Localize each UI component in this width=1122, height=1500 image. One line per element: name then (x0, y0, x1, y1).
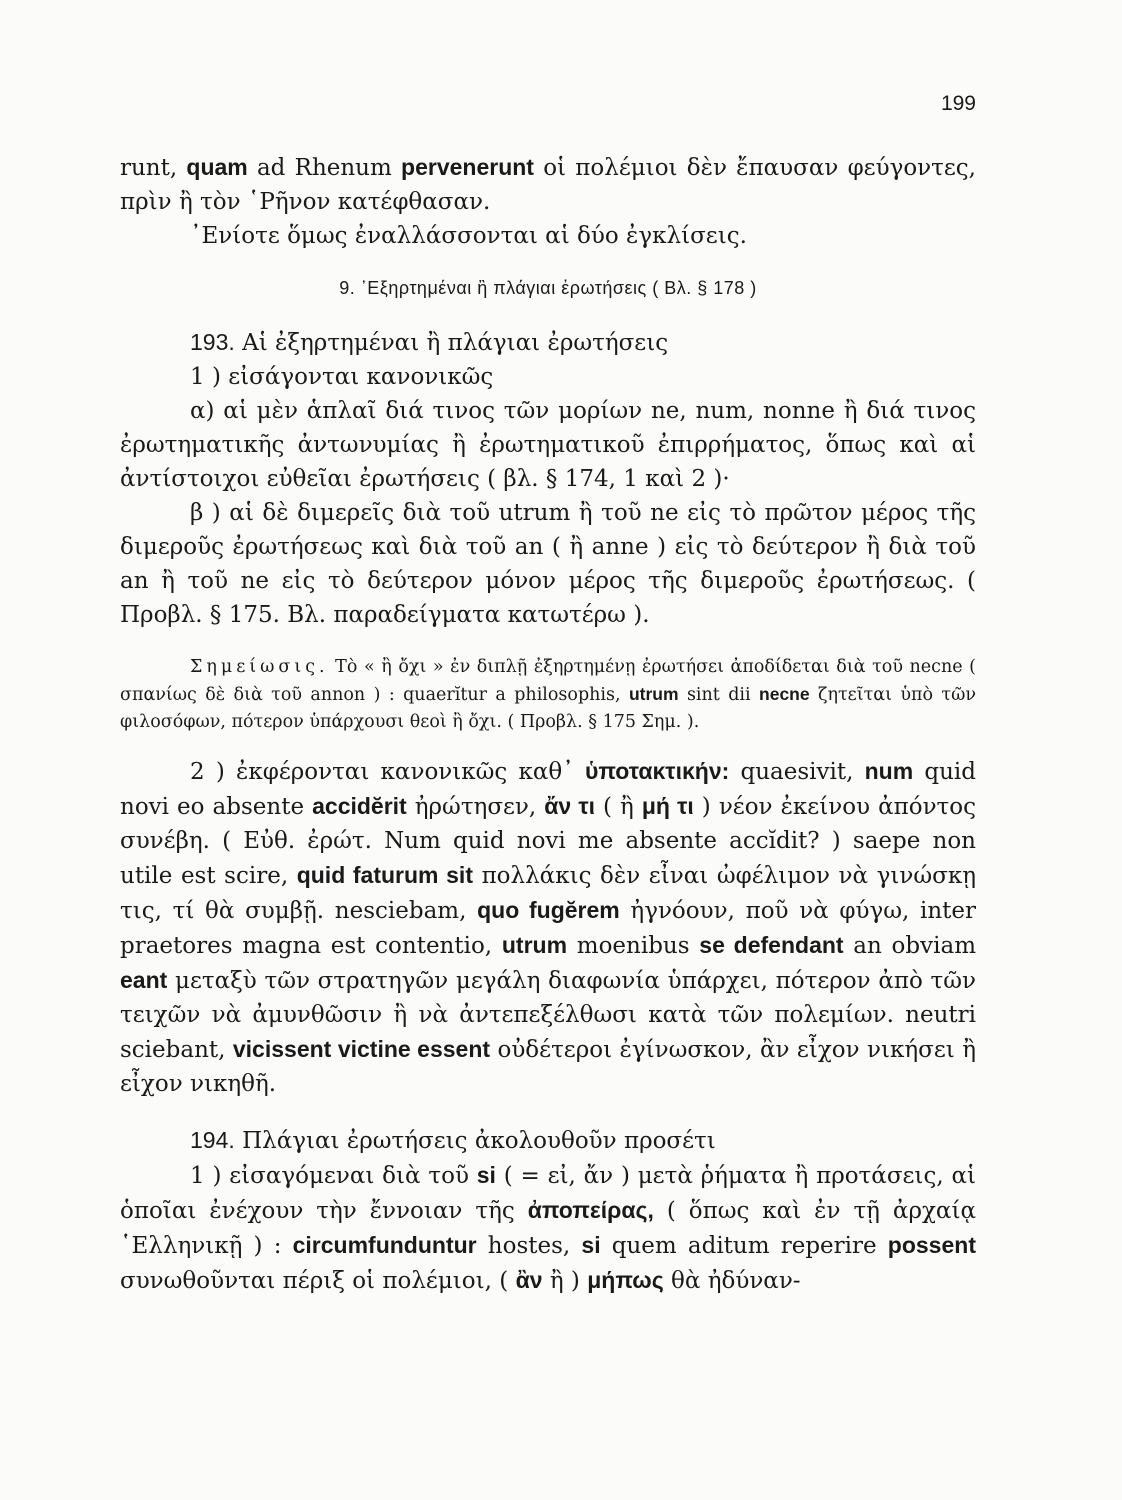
text-run: ἠρώτησεν, (406, 794, 545, 820)
bold-term: pervenerunt (401, 154, 534, 180)
bold-term: si (476, 1162, 496, 1188)
section-193-item-b: β ) αἱ δὲ διμερεῖς διὰ τοῦ utrum ἢ τοῦ ne εἰς τὸ πρῶτον μέρος τῆς διμεροῦς ἐρωτήσεως καὶ διὰ τοῦ an ( ἢ anne ) εἰς τὸ δεύτερον ἢ διὰ τοῦ an ἢ τοῦ ne εἰς τὸ δεύτερον μόνον μέρος τῆς διμεροῦς ἐρωτήσεως. ( Προβλ. § 175. Βλ. παραδείγματα κατωτέρω ). (120, 500, 976, 628)
bold-term: utrum (501, 932, 568, 958)
bold-term: μή τι (641, 793, 694, 819)
bold-term: utrum (628, 684, 679, 704)
bold-term: ἂν (515, 1267, 543, 1293)
bold-term: num (864, 758, 914, 784)
section-194-item-1 (120, 1158, 976, 1298)
text-run: ἢ ) (542, 1268, 588, 1294)
page-number: 199 (940, 92, 976, 115)
text-run: quem aditum reperire (600, 1233, 888, 1259)
bold-term: ὑποτακτικήν: (584, 758, 730, 784)
text-run: ) νέον ἐκείνου ἀπόντος συνέβη. ( Εὐθ. ἐρώτ. Num quid novi me absente accĭdit? ) saepe non utile est scire, (120, 794, 977, 889)
bold-term: vicissent victine essent (232, 1036, 491, 1062)
paragraph-alternation: ᾿Ενίοτε ὅμως ἐναλλάσσονται αἱ δύο ἐγκλίσεις. (190, 223, 747, 249)
text-run: ( ἢ (594, 794, 642, 820)
section-number: 193. (190, 329, 235, 355)
bold-term: quam (186, 154, 248, 180)
text-run: οἱ πολέμιοι δὲν ἔπαυσαν φεύγοντες, πρὶν ἢ τὸν ῾Ρῆνον κατέφθασαν. (120, 155, 976, 215)
section-193-heading (120, 325, 976, 360)
text-run: πολλάκις δὲν εἶναι ὠφέλιμον νὰ γινώσκῃ τις, τί θὰ συμβῇ. nesciebam, (120, 863, 976, 924)
bold-term: ἄν τι (544, 793, 595, 819)
bold-term: accidĕrit (312, 793, 407, 819)
text-run: sint dii (678, 685, 760, 705)
bold-term: possent (887, 1232, 976, 1258)
text-run: συνωθοῦνται πέριξ οἱ πολέμιοι, ( (120, 1268, 516, 1294)
section-title: Αἱ ἐξηρτημέναι ἢ πλάγιαι ἐρωτήσεις (242, 330, 669, 356)
bold-term: circumfunduntur (292, 1232, 477, 1258)
note-paragraph (120, 654, 976, 736)
paragraph-intro (120, 150, 976, 219)
text-run: quaesivit, (729, 759, 865, 785)
section-title: Πλάγιαι ἐρωτήσεις ἀκολουθοῦν προσέτι (242, 1128, 716, 1154)
text-run: Τὸ « ἢ ὄχι » ἐν διπλῇ ἐξηρτημένῃ ἐρωτήσει ἀποδίδεται διὰ τοῦ necne ( σπανίως δὲ διὰ τοῦ annon ) : quaerĭtur a philosophis, (120, 657, 976, 705)
text-run: οὐδέτεροι ἐγίνωσκον, ἂν εἶχον νικήσει ἢ εἶχον νικηθῆ. (120, 1037, 977, 1097)
text-run: ad Rhenum (247, 155, 402, 181)
text-run: an obviam (843, 933, 977, 959)
section-194-heading (120, 1123, 976, 1158)
section-193-item-1: 1 ) εἰσάγονται κανονικῶς (190, 364, 494, 390)
text-run: ( ὅπως καὶ ἐν τῇ ἀρχαίᾳ ῾Ελληνικῇ ) : (120, 1198, 976, 1259)
bold-term: ἀποπείρας, (527, 1197, 654, 1223)
text-run: ζητεῖται ὑπὸ τῶν φιλοσόφων, πότερον ὑπάρχουσι θεοὶ ἢ ὄχι. ( Προβλ. § 175 Σημ. ). (120, 685, 976, 732)
section-heading: 9. ᾿Εξηρτημέναι ἢ πλάγιαι ἐρωτήσεις ( Βλ. § 178 ) (339, 278, 757, 298)
bold-term: si (581, 1232, 601, 1258)
text-run: μεταξὺ τῶν στρατηγῶν μεγάλη διαφωνία ὑπάρχει, πότερον ἀπὸ τῶν τειχῶν νὰ ἀμυνθῶσιν ἢ νὰ ἀντεπεξέλθωσι κατὰ τῶν πολεμίων. neutri sciebant, (120, 968, 976, 1063)
text-run: quid novi eo absente (120, 759, 976, 820)
bold-term: necne (759, 684, 810, 704)
text-run: 1 ) εἰσαγόμεναι διὰ τοῦ (190, 1163, 477, 1189)
text-run: moenibus (567, 933, 700, 959)
section-number: 194. (190, 1127, 235, 1153)
page-body (120, 150, 976, 1298)
section-193-item-a: α) αἱ μὲν ἁπλαῖ διά τινος τῶν μορίων ne, num, nonne ἢ διά τινος ἐρωτηματικῆς ἀντωνυμίας ἢ ἐρωτηματικοῦ ἐπιρρήματος, ὅπως καὶ αἱ ἀντίστοιχοι εὐθεῖαι ἐρωτήσεις ( βλ. § 174, 1 καὶ 2 )· (120, 398, 976, 492)
text-run: θὰ ἠδύναν- (663, 1268, 801, 1294)
section-193-item-2 (120, 754, 976, 1101)
text-run: ( = εἰ, ἄν ) μετὰ ῥήματα ἢ προτάσεις, αἱ ὁποῖαι ἐνέχουν τὴν ἔννοιαν τῆς (120, 1163, 976, 1224)
bold-term: quo fugĕrem (477, 897, 620, 923)
text-run: ἠγνόουν, ποῦ νὰ φύγω, inter praetores magna est contentio, (120, 898, 976, 959)
text-run: hostes, (476, 1233, 582, 1259)
text-run: 2 ) ἐκφέρονται κανονικῶς καθ᾿ (190, 759, 585, 785)
text-run: Σημείωσις. (190, 657, 329, 677)
bold-term: quid faturum sit (296, 862, 473, 888)
bold-term: μήπως (587, 1267, 664, 1293)
bold-term: se defendant (699, 932, 844, 958)
bold-term: eant (120, 967, 168, 993)
text-run: runt, (120, 155, 187, 181)
